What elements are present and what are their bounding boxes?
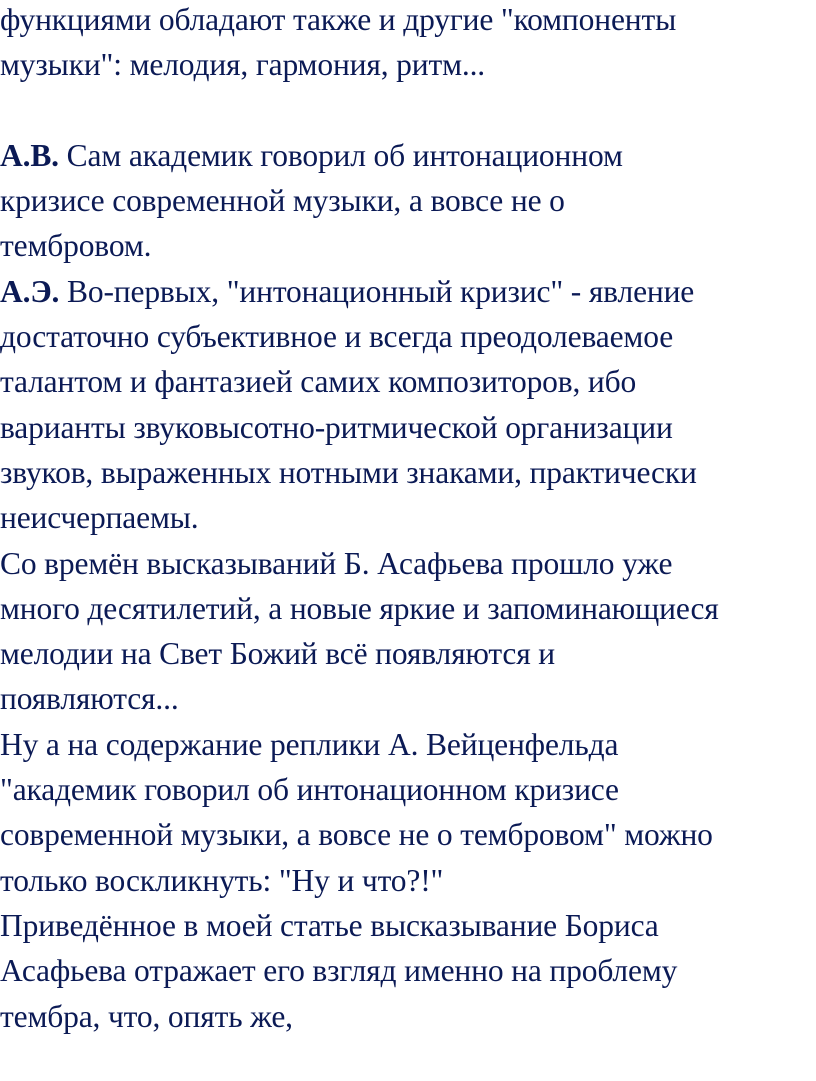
- text-line: Ну а на содержание реплики А. Вейценфельда: [0, 726, 619, 762]
- text-line: музыки": мелодия, гармония, ритм...: [0, 47, 486, 83]
- text-line: тембровом.: [0, 228, 152, 264]
- text-line: современной музыки, а вовсе не о тембровом" можно: [0, 817, 713, 853]
- speaker-label-ae: А.Э.: [0, 273, 60, 309]
- text-line: Со времён высказываний Б. Асафьева прошло уже: [0, 545, 673, 581]
- text-line: [0, 269, 816, 314]
- text-line: функциями обладают также и другие "компоненты: [0, 2, 677, 37]
- paragraph-quote: [0, 903, 816, 1039]
- text-line: [0, 133, 816, 178]
- text-line: "академик говорил об интонационном кризисе: [0, 772, 619, 808]
- text-line: звуков, выраженных нотными знаками, практически: [0, 454, 697, 490]
- text-line: достаточно субъективное и всегда преодолеваемое: [0, 319, 674, 355]
- speaker-text: Сам академик говорил об интонационном: [58, 137, 623, 173]
- paragraph-asafiev-time: [0, 541, 816, 722]
- text-line: только воскликнуть: "Ну и что?!": [0, 862, 444, 898]
- paragraph-av: [0, 133, 816, 269]
- text-line: мелодии на Свет Божий всё появляются и: [0, 636, 555, 672]
- text-line: Приведённое в моей статье высказывание Бориса: [0, 907, 659, 943]
- speaker-label-av: А.В.: [0, 137, 59, 173]
- text-line: Асафьева отражает его взгляд именно на проблему: [0, 953, 678, 989]
- text-line: тембра, что, опять же,: [0, 998, 293, 1034]
- text-line: появляются...: [0, 681, 179, 717]
- text-line: варианты звуковысотно-ритмической организации: [0, 409, 673, 445]
- text-line: талантом и фантазией самих композиторов, ибо: [0, 364, 637, 400]
- paragraph-intro: [0, 0, 816, 88]
- text-line: неисчерпаемы.: [0, 500, 199, 536]
- text-line: много десятилетий, а новые яркие и запоминающиеся: [0, 590, 719, 626]
- paragraph-ae: [0, 269, 816, 541]
- paragraph-spacer: [0, 88, 816, 133]
- text-line: кризисе современной музыки, а вовсе не о: [0, 183, 565, 219]
- paragraph-reply: [0, 722, 816, 903]
- speaker-text: Во-первых, "интонационный кризис" - явление: [59, 273, 695, 309]
